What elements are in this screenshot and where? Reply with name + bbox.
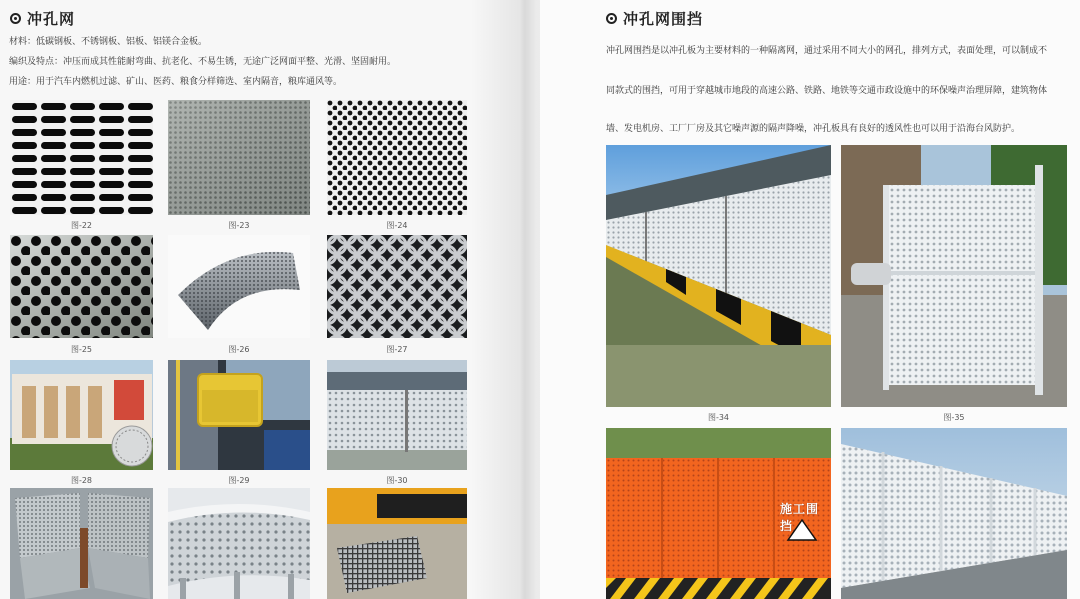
caption-24: 图-24: [386, 221, 408, 230]
features-text: 编织及特点：冲压而成其性能耐弯曲、抗老化、不易生锈，无途广泛网面平整、光滑、坚固耐用。: [9, 57, 397, 67]
reception-counter-image: [168, 488, 310, 599]
round-hole-mesh-image: [327, 100, 467, 215]
decorative-pattern-image: [327, 235, 467, 338]
roadside-barrier-image: [606, 145, 831, 407]
right-paragraph-line-1: 冲孔网围挡是以冲孔板为主要材料的一种隔离网，通过采用不同大小的网孔，排列方式，表面处理，可以制成不: [606, 46, 1048, 56]
caption-30: 图-30: [386, 476, 408, 485]
banner-text: 施工围挡: [780, 502, 820, 533]
right-paragraph-line-2: 同款式的围挡，可用于穿越城市地段的高速公路、铁路、地铁等交通市政设施中的环保噪声治理屏障，建筑物体: [606, 86, 1048, 96]
caption-22: 图-22: [70, 221, 93, 230]
caption-25: 图-25: [70, 345, 93, 354]
caption-34: 图-34: [707, 413, 730, 422]
standing-panel-image: [841, 145, 1067, 407]
circle-bullet-icon: [10, 13, 21, 24]
grating-image: [327, 488, 467, 599]
fine-mesh-image: [168, 100, 310, 215]
slot-hole-mesh-image: [10, 100, 153, 215]
caption-27: 图-27: [386, 345, 408, 354]
right-page: [540, 0, 1080, 599]
circle-bullet-icon: [606, 13, 617, 24]
caption-23: 图-23: [228, 221, 250, 230]
right-section-title: [606, 8, 703, 29]
metal-hole-plate-image: [10, 235, 153, 338]
caption-29: 图-29: [228, 476, 250, 485]
white-perforated-barrier-image: [841, 428, 1067, 599]
caption-35: 图-35: [943, 413, 965, 422]
right-title-text: 冲孔网围挡: [623, 10, 704, 28]
caption-28: 图-28: [70, 476, 93, 485]
bus-interior-image: [168, 360, 310, 470]
left-title-text: 冲孔网: [27, 10, 76, 28]
curved-panel-image: [168, 235, 310, 338]
perforated-fence-image: [327, 360, 467, 470]
right-paragraph-line-3: 墙、发电机房、工厂厂房及其它噪声源的隔声降噪，冲孔板具有良好的透风性也可以用于沿海台风防护。: [606, 124, 1021, 134]
orange-hoarding-image: [606, 428, 831, 599]
building-facade-image: [10, 360, 153, 470]
material-text: 材料：低碳钢板、不锈钢板、铝板、铝镁合金板。: [9, 37, 208, 47]
metal-chairs-image: [10, 488, 153, 599]
caption-26: 图-26: [228, 345, 250, 354]
book-spine-shadow: [470, 0, 540, 599]
usage-text: 用途：用于汽车内燃机过滤、矿山、医药、粮食分样筛选、室内隔音，粮库通风等。: [9, 77, 343, 87]
left-section-title: [10, 8, 75, 29]
